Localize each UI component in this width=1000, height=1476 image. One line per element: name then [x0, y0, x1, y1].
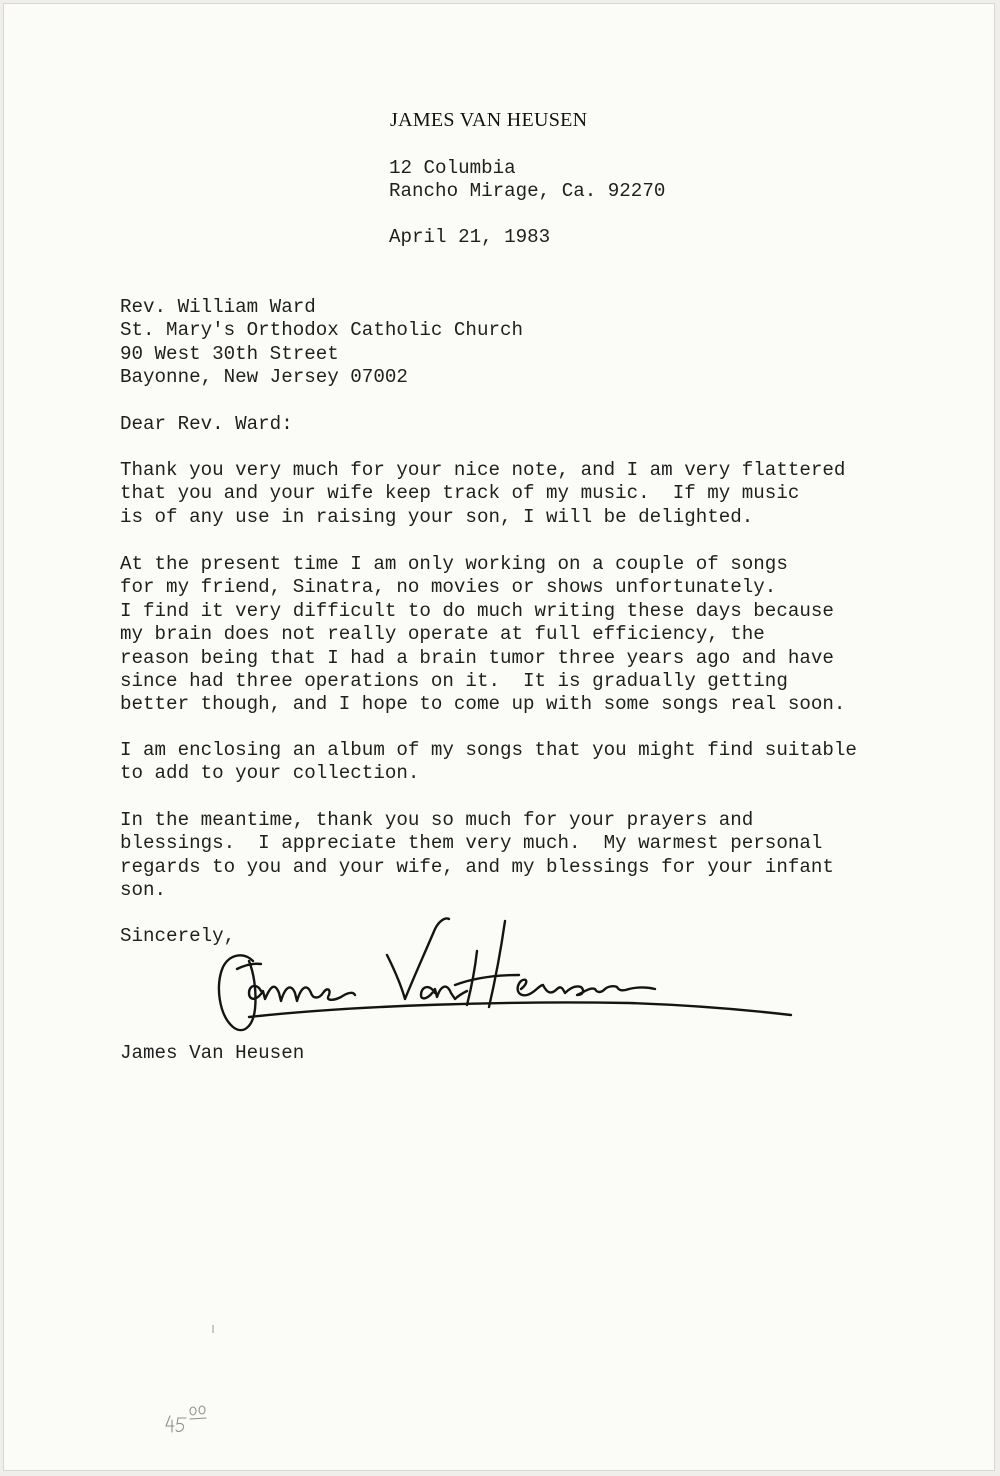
- body-line: my brain does not really operate at full efficiency, the: [120, 623, 765, 646]
- body-line: regards to you and your wife, and my blessings for your infant: [120, 855, 834, 878]
- typed-signature-name: James Van Heusen: [120, 1042, 305, 1064]
- recipient-line: St. Mary's Orthodox Catholic Church: [120, 319, 524, 342]
- address-line: 12 Columbia: [389, 157, 516, 179]
- body-line: son.: [120, 879, 167, 902]
- body-line: since had three operations on it. It is gradually getting: [120, 670, 788, 693]
- body-paragraph: [120, 809, 834, 903]
- body-paragraph: [120, 739, 857, 786]
- body-line: that you and your wife keep track of my music. If my music: [120, 482, 800, 505]
- body-line: I am enclosing an album of my songs that you might find suitable: [120, 739, 857, 761]
- body-line: reason being that I had a brain tumor three years ago and have: [120, 646, 834, 669]
- recipient-line: Bayonne, New Jersey 07002: [120, 366, 408, 389]
- salutation: Dear Rev. Ward:: [120, 413, 293, 435]
- body-line: better though, and I hope to come up with some songs real soon.: [120, 693, 846, 716]
- handwritten-signature: [209, 909, 809, 1039]
- address-line: Rancho Mirage, Ca. 92270: [389, 180, 666, 203]
- body-paragraph: [120, 459, 845, 529]
- recipient-line: Rev. William Ward: [120, 296, 316, 318]
- sender-address: [389, 157, 665, 204]
- body-line: to add to your collection.: [120, 762, 420, 785]
- stray-pencil-mark: [210, 1324, 216, 1334]
- letter-page: [3, 3, 995, 1471]
- recipient-line: 90 West 30th Street: [120, 342, 339, 365]
- body-paragraph: [120, 553, 845, 717]
- closing: Sincerely,: [120, 925, 236, 947]
- body-line: At the present time I am only working on a couple of songs: [120, 553, 788, 575]
- body-line: for my friend, Sinatra, no movies or shows unfortunately.: [120, 576, 777, 599]
- body-line: Thank you very much for your nice note, and I am very flattered: [120, 459, 846, 481]
- recipient-address: [120, 296, 523, 390]
- body-line: I find it very difficult to do much writing these days because: [120, 599, 834, 622]
- letter-date: April 21, 1983: [389, 226, 551, 248]
- body-line: In the meantime, thank you so much for your prayers and: [120, 809, 754, 831]
- body-line: blessings. I appreciate them very much. My warmest personal: [120, 832, 823, 855]
- pencil-note: [162, 1402, 212, 1436]
- letterhead-name: JAMES VAN HEUSEN: [390, 109, 588, 131]
- body-line: is of any use in raising your son, I will be delighted.: [120, 505, 754, 528]
